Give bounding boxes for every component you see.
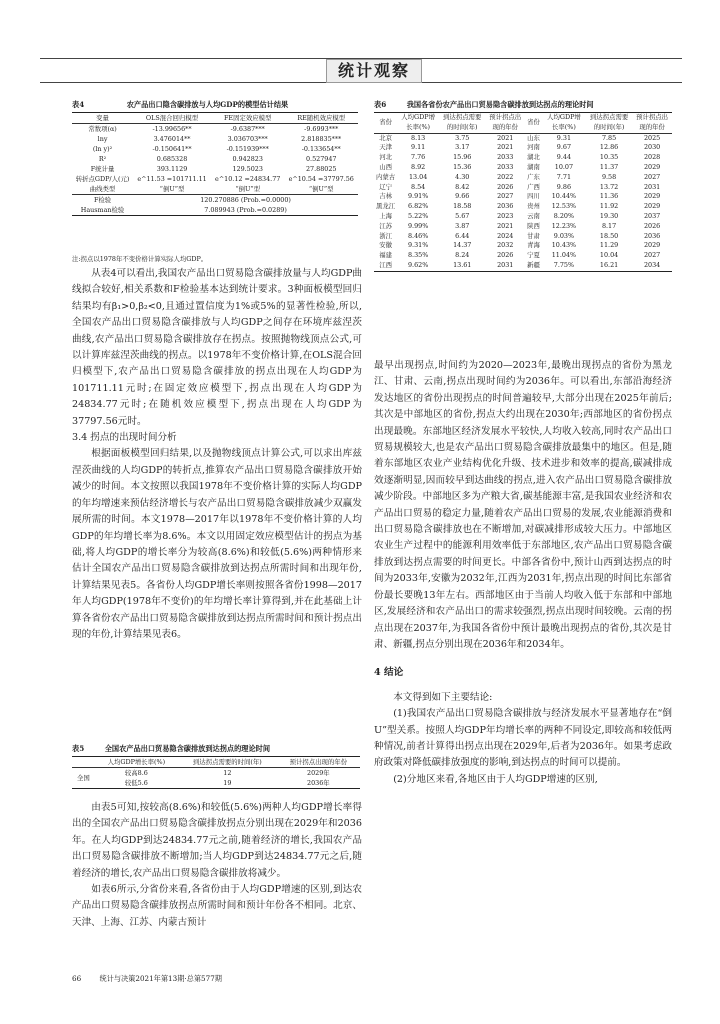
table6-cell: 湖北	[527, 153, 540, 162]
table6-cell: 6.44	[455, 231, 470, 240]
table6-cell: 15.36	[453, 162, 472, 171]
table6-cell: 10.35	[599, 153, 619, 162]
table6-row	[374, 173, 672, 183]
table6-cell: 8.46%	[407, 231, 429, 240]
table6-cell: 12.23%	[551, 221, 577, 230]
table6-cell: 天津	[379, 143, 392, 152]
table4-cell: (ln y)²	[92, 145, 113, 153]
table6-cell: 2026	[497, 182, 514, 191]
table6-cell: 2021	[497, 133, 514, 142]
table6-cell: 湖南	[527, 162, 540, 171]
left-column-text	[72, 266, 362, 643]
right-column-text	[374, 358, 672, 788]
table6-cell: 山西	[379, 162, 392, 171]
table6-header: 到达拐点需要的时间(年)	[586, 113, 632, 134]
table4-caption	[72, 100, 352, 110]
table4-cell: e^11.53 =101711.11	[137, 175, 207, 183]
table6-cell: 2026	[643, 221, 661, 230]
table4-header: OLS混合回归模型	[133, 113, 211, 124]
table4-test-label: Hausman检验	[72, 205, 133, 216]
table6-cell: 8.35%	[407, 251, 429, 260]
paragraph: 由表5可知,按较高(8.6%)和较低(5.6%)两种人均GDP增长率得出的全国农产品出口贸易隐含碳排放拐点分别出现在2029年和2036年。在人均GDP到达24834.77元之前,随着经济的增长,我国农产品出口贸易隐含碳排放不断增加;当人均GDP到达24834.77元之后,随着经济的增长,农产品出口贸易隐含碳排放将减少。	[72, 802, 362, 879]
table6-cell: 2030	[643, 143, 661, 152]
table5-cell: 2036年	[277, 778, 360, 789]
table6-cell: 9.66	[455, 192, 470, 201]
paragraph: (2)分地区来看,各地区由于人均GDP增速的区别,	[393, 773, 598, 785]
table6-row	[374, 192, 672, 202]
table6-header: 到达拐点需要的时间(年)	[439, 113, 485, 134]
table6-cell: 9.62%	[397, 261, 439, 271]
table6-header: 人均GDP增长率(%)	[397, 113, 439, 134]
table6-cell: 9.67	[556, 143, 572, 152]
table6-cell: 2028	[643, 153, 661, 162]
table4-row	[72, 184, 358, 195]
table5-number: 表5	[72, 744, 85, 753]
table6-cell: 福建	[379, 251, 392, 260]
table6-header: 省份	[525, 113, 542, 134]
table6-cell: 吉林	[379, 192, 392, 201]
table4-note: 注:拐点以1978年不变价格计算实际人均GDP。	[72, 255, 208, 263]
table4-row	[72, 134, 358, 144]
table6-cell: 5.22%	[407, 211, 429, 220]
table6-row	[374, 261, 672, 271]
table6-cell: 山东	[527, 133, 540, 142]
table6-cell: 16.21	[586, 261, 632, 271]
table4-row	[72, 164, 358, 174]
table6-cell: 2027	[643, 251, 661, 260]
table4-header: FE固定效应模型	[211, 113, 285, 124]
table6-cell: 陕西	[527, 221, 540, 230]
table6-cell: 辽宁	[379, 182, 392, 191]
table4-row	[72, 124, 358, 135]
table6-cell: 2022	[497, 172, 514, 181]
paragraph: 从表4可以看出,我国农产品出口贸易隐含碳排放量与人均GDP曲线拟合较好,相关系数和F检验基本达到统计要求。3种面板模型回归结果均有β₁>0,β₂<0,且通过置信度为1%或5%的显著性检验,所以,全国农产品出口贸易隐含碳排放与人均GDP之间存在环境库兹涅茨曲线,农产品出口贸易隐含碳排放存在拐点。按照抛物线顶点公式,可以计算库兹涅茨曲线的拐点。以1978年不变价格计算,在OLS混合回归模型下,农产品出口贸易隐含碳排放的拐点出现在人均GDP为101711.11元时;在固定效应模型下,拐点出现在人均GDP为24834.77元时;在随机效应模型下,拐点出现在人均GDP为37797.56元时。	[72, 268, 362, 427]
table6-row	[374, 143, 672, 153]
table6-cell: 8.42	[455, 182, 470, 191]
table4-cell: 129.5023	[232, 165, 263, 173]
table6-cell: 浙江	[379, 231, 392, 240]
table6-cell: 3.87	[455, 221, 470, 230]
table6-cell: 10.43%	[551, 241, 577, 250]
table6-cell: 7.71	[556, 172, 572, 181]
table6-cell: 10.44%	[551, 192, 577, 201]
table4-cell: -0.150641**	[152, 145, 192, 153]
table4-cell: -9.6993***	[304, 125, 339, 133]
table5	[72, 756, 360, 789]
paragraph: 最早出现拐点,时间约为2020—2023年,最晚出现拐点的省份为黑龙江、甘肃、云南,拐点出现时间约为2036年。可以看出,东部沿海经济发达地区的省份出现拐点的时间普遍较早,大部分出现在2025年前后;其次是中部地区的省份,拐点大约出现在2030年;西部地区的省份拐点出现最晚。东部地区经济发展水平较快,人均收入较高,同时农产品出口贸易规模较大,也是农产品出口贸易隐含碳排放最集中的地区。但是,随着东部地区农业产业结构优化升级、技术进步和效率的提高,碳减排成效逐渐明显,因而较早到达曲线的拐点,进入农产品出口贸易隐含碳排放减少阶段。中部地区多为产粮大省,碳基能源丰富,是我国农业经济和农产品出口贸易的稳定力量,随着农产品出口贸易的发展,农业能源消费和出口贸易隐含碳排放也在不断增加,对碳减排形成较大压力。中部地区农业生产过程中的能源利用效率低于东部地区,农产品出口贸易隐含碳排放到达拐点需要的时间更长。中部各省份中,预计山西到达拐点的时间为2033年,安徽为2032年,江西为2031年,拐点出现的时间比东部省份最长要晚13年左右。西部地区由于当前人均收入低于东部和中部地区,发展经济和农产品出口的需求较强烈,拐点出现时间较晚。云南的拐点出现在2037年,为我国各省份中预计最晚出现拐点的省份,其次是甘肃、新疆,拐点分别出现在2036年和2034年。	[374, 360, 672, 650]
table6-cell: 8.13	[411, 133, 426, 142]
table6-cell: 广西	[527, 182, 540, 191]
table6-cell: 9.31%	[407, 241, 429, 250]
table6-cell: 2023	[497, 211, 514, 220]
table4-test-row	[72, 205, 358, 216]
table6-cell: 11.92	[599, 202, 619, 211]
page-number: 66	[72, 974, 82, 983]
table4-title: 农产品出口隐含碳排放与人均GDP的模型估计结果	[126, 100, 289, 109]
table6-cell: 四川	[527, 192, 540, 201]
table4-cell: 27.88025	[305, 165, 337, 173]
table6-cell: 贵州	[527, 202, 540, 211]
table4-cell: -13.99656**	[152, 125, 192, 133]
table6-cell: 广东	[527, 172, 540, 181]
section-heading-4: 4 结论	[374, 667, 404, 679]
table6-header: 预计拐点出现的年份	[632, 113, 672, 134]
table6-cell: 江苏	[379, 221, 392, 230]
table6-header: 预计拐点出现的年份	[485, 113, 525, 134]
table4-test-value: 120.270886 (Prob.=0.0000)	[133, 195, 358, 206]
table4-cell: F统计量	[90, 165, 115, 173]
table6-cell: 8.92	[411, 162, 426, 171]
table6-cell: 9.99%	[407, 221, 429, 230]
table4-cell: “倒U”型	[235, 185, 261, 193]
table6-cell: 12.86	[599, 143, 619, 152]
table6-cell: 内蒙古	[376, 172, 396, 181]
table6-cell: 黑龙江	[376, 202, 396, 211]
table6-cell: 2021	[497, 143, 514, 152]
table6-cell: 2029	[643, 241, 661, 250]
left-column-text-2	[72, 800, 362, 931]
table6-cell: 2027	[643, 172, 661, 181]
table6-cell: 7.85	[601, 133, 617, 142]
table6-cell: 2021	[497, 221, 514, 230]
table6-cell: 2027	[497, 192, 514, 201]
table6-cell: 11.37	[599, 162, 619, 171]
table4-test-label: F检验	[72, 195, 133, 206]
table6-cell: 8.54	[411, 182, 426, 191]
table4-cell: 0.942823	[232, 155, 263, 163]
table5-cell: 12	[223, 769, 232, 777]
table6-cell: 2037	[643, 211, 661, 220]
table4-cell: 0.685328	[156, 155, 188, 163]
table4-row	[72, 154, 358, 164]
table6-cell: 2026	[497, 251, 514, 260]
table4-cell: 3.476014**	[153, 135, 191, 143]
table4-cell: 2.818835***	[301, 135, 342, 143]
table6-cell: 12.53%	[551, 202, 577, 211]
table4-cell: -0.133654**	[301, 145, 341, 153]
table6-row	[374, 232, 672, 242]
table6-cell: 2036	[643, 231, 661, 240]
table4-cell: “倒U”型	[308, 185, 334, 193]
table6-cell: 7.76	[411, 153, 426, 162]
table4-cell: -9.6387***	[230, 125, 265, 133]
table6-cell: 11.36	[599, 192, 619, 201]
table6-row	[374, 212, 672, 222]
table6-row	[374, 241, 672, 251]
table6-cell: 2024	[497, 231, 514, 240]
table4-row	[72, 174, 358, 184]
table6-number: 表6	[374, 100, 387, 109]
table6-cell: 6.82%	[407, 202, 429, 211]
table6-cell: 2033	[497, 162, 514, 171]
table5-caption	[72, 744, 362, 754]
table6-cell: 5.67	[455, 211, 470, 220]
journal-info: 统计与决策2021年第13期·总第577期	[99, 974, 222, 983]
table5-cell: 较低5.6	[95, 778, 178, 789]
table4-cell: R²	[98, 155, 107, 163]
table6-cell: 上海	[379, 211, 392, 220]
table6-cell: 8.17	[601, 221, 617, 230]
table6-cell: 15.96	[453, 153, 472, 162]
table5-header: 预计拐点出现的年份	[277, 757, 360, 768]
table6-cell: 云南	[527, 211, 540, 220]
table4-cell: e^10.12 =24834.77	[215, 175, 281, 183]
table5-cell: 19	[178, 778, 277, 789]
table6-cell: 北京	[379, 133, 392, 142]
table6-row	[374, 163, 672, 173]
table6-cell: 9.31	[556, 133, 572, 142]
table6-cell: 宁夏	[527, 251, 540, 260]
table6-row	[374, 133, 672, 143]
table6-cell: 甘肃	[527, 231, 540, 240]
footer	[72, 974, 222, 984]
table4-cell: 393.1129	[156, 165, 188, 173]
table6-cell: 河南	[527, 143, 540, 152]
paragraph: 如表6所示,分省份来看,各省份由于人均GDP增速的区别,到达农产品出口贸易隐含碳排放拐点所需时间和预计年份各不相同。北京、天津、上海、江苏、内蒙古预计	[72, 884, 362, 928]
table6-row	[374, 222, 672, 232]
table6-row	[374, 202, 672, 212]
table5-title: 全国农产品出口贸易隐含碳排放到达拐点的理论时间	[104, 744, 271, 753]
table6-cell: 安徽	[379, 241, 392, 250]
table6-cell: 13.72	[599, 182, 619, 191]
table6-cell: 10.04	[599, 251, 619, 260]
table6-cell: 9.91%	[407, 192, 429, 201]
table6-cell: 江西	[374, 261, 397, 271]
table6	[374, 112, 672, 272]
table4-cell: -0.151939***	[226, 145, 269, 153]
table4-row	[72, 144, 358, 154]
table5-region: 全国	[72, 768, 95, 789]
table6-cell: 9.58	[601, 172, 617, 181]
table6-caption	[374, 100, 674, 110]
table6-cell: 2029	[643, 202, 661, 211]
table6-cell: 18.58	[453, 202, 472, 211]
table6-cell: 2025	[643, 133, 661, 142]
table6-cell: 9.44	[556, 153, 572, 162]
table6-cell: 9.03%	[553, 231, 575, 240]
table4-test-value: 7.089943 (Prob.=0.0289)	[133, 205, 358, 216]
table6-cell: 10.07	[554, 162, 574, 171]
table6-cell: 13.61	[439, 261, 485, 271]
table4-cell: 3.036703***	[227, 135, 268, 143]
table6-cell: 2029	[643, 192, 661, 201]
table6-cell: 8.24	[455, 251, 470, 260]
table6-cell: 3.17	[455, 143, 470, 152]
table6-cell: 2031	[643, 182, 661, 191]
table5-cell: 2029年	[307, 769, 330, 777]
table4-cell: 转折点GDP/人(元)	[75, 175, 130, 183]
table5-header: 到达拐点需要的时间(年)	[178, 757, 277, 768]
table4-header: RE随机效应模型	[284, 113, 358, 124]
table6-cell: 2032	[497, 241, 514, 250]
table6-cell: 11.04%	[551, 251, 577, 260]
table4	[72, 112, 358, 216]
table6-cell: 2031	[485, 261, 525, 271]
table5-header: 人均GDP增长率(%)	[95, 757, 178, 768]
table4-cell: 常数项(α)	[88, 125, 117, 133]
table6-cell: 19.30	[599, 211, 619, 220]
table6-cell: 2033	[497, 153, 514, 162]
table6-title: 我国各省份农产品出口贸易隐含碳排放到达拐点的理论时间	[406, 100, 594, 109]
table4-cell: e^10.54 =37797.56	[288, 175, 354, 183]
table6-row	[374, 183, 672, 193]
table4-cell: 曲线类型	[89, 185, 116, 193]
table4-header: 变量	[72, 113, 133, 124]
table6-cell: 9.11	[411, 143, 426, 152]
table6-cell: 青海	[527, 241, 540, 250]
table6-cell: 9.86	[556, 182, 572, 191]
table6-cell: 2034	[632, 261, 672, 271]
table6-cell: 2036	[497, 202, 514, 211]
section-banner: 统计观察	[326, 59, 422, 83]
table4-number: 表4	[72, 100, 85, 109]
table6-row	[374, 251, 672, 261]
table4-cell: “倒U”型	[159, 185, 185, 193]
table6-cell: 新疆	[525, 261, 542, 271]
table4-cell: lny	[97, 135, 108, 143]
table6-cell: 14.37	[453, 241, 472, 250]
table6-header: 省份	[374, 113, 397, 134]
table5-header	[72, 757, 95, 768]
table6-cell: 2029	[643, 162, 661, 171]
table6-cell: 18.50	[599, 231, 619, 240]
table6-cell: 7.75%	[542, 261, 586, 271]
table6-cell: 11.29	[599, 241, 619, 250]
table6-cell: 4.30	[455, 172, 470, 181]
table4-test-row	[72, 195, 358, 206]
table6-cell: 8.20%	[553, 211, 575, 220]
table6-cell: 13.04	[408, 172, 428, 181]
table6-cell: 3.75	[455, 133, 470, 142]
table4-cell: 0.527947	[305, 155, 337, 163]
table5-cell: 较高8.6	[124, 769, 148, 777]
table6-cell: 河北	[379, 153, 392, 162]
paragraph: (1)我国农产品出口贸易隐含碳排放与经济发展水平显著地存在“倒U”型关系。按照人均GDP年均增长率的两种不同设定,即较高和较低两种情况,前者计算得出拐点出现在2029年,后者为2036年。如果考虑政府政策对降低碳排放强度的影响,到达拐点的时间可以提前。	[374, 708, 672, 769]
paragraph: 本文得到如下主要结论:	[393, 691, 493, 703]
table6-header: 人均GDP增长率(%)	[542, 113, 586, 134]
paragraph: 根据面板模型回归结果,以及抛物线顶点计算公式,可以求出库兹涅茨曲线的人均GDP的转折点,推算农产品出口贸易隐含碳排放开始减少的时间。本文按照以我国1978年不变价格计算的实际人均GDP的年均增速来预估经济增长与农产品出口贸易隐含碳排放减少双赢发展所需的时间。本文1978—2017年以1978年不变价格计算的人均GDP的年均增长率为8.6%。本文以用固定效应模型估计的拐点为基础,将人均GDP的增长率分为较高(8.6%)和较低(5.6%)两种情形来估计全国农产品出口贸易隐含碳排放到达拐点所需时间和出现年份,计算结果见表5。各省份人均GDP增长率则按照各省份1998—2017年人均GDP(1978年不变价)的年均增长率计算得到,并在此基础上计算各省份农产品出口贸易隐含碳排放到达拐点所需时间和预计拐点出现的年份,计算结果见表6。	[72, 448, 362, 640]
section-heading-3-4: 3.4 拐点的出现时间分析	[72, 432, 177, 444]
table6-row	[374, 153, 672, 163]
